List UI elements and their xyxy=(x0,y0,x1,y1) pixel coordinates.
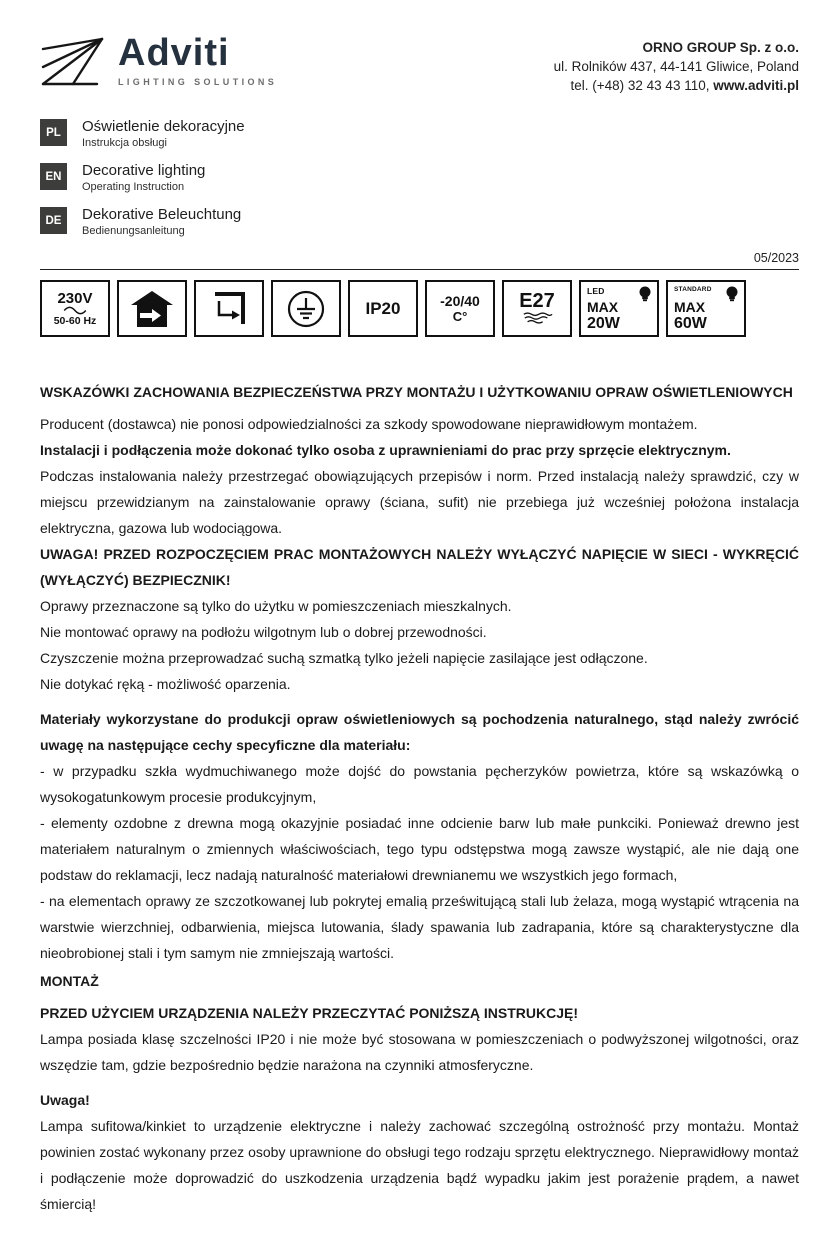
wattage-value: 60W xyxy=(674,315,707,332)
adviti-logo-fan-icon xyxy=(40,35,106,87)
uwaga-heading: Uwaga! xyxy=(40,1092,90,1108)
materials-item: - w przypadku szkła wydmuchiwanego może dojść do powstania pęcherzyków powietrza, które są wskazówką o wysokogatunkowym procesie produkcyjnym, xyxy=(40,763,799,805)
materials-item: - elementy ozdobne z drewna mogą okazyjnie posiadać inne odcienie barw lub małe punkciki. Ponieważ drewno jest materiałem naturalnym o zmiennych właściwościach, tego typu odstępstwa mogą zawsze wystąpić, ale nie dają one podstaw do reklamacji, lecz nadają naturalność materiałowi drewnianemu we wszystkich jego formach, xyxy=(40,815,799,883)
company-website: www.adviti.pl xyxy=(713,78,799,93)
lang-title-en: Decorative lighting xyxy=(82,162,206,179)
lang-title-pl: Oświetlenie dekoracyjne xyxy=(82,118,245,135)
read-instruction-notice: PRZED UŻYCIEM URZĄDZENIA NALEŻY PRZECZYTAĆ PONIŻSZĄ INSTRUKCJĘ! xyxy=(40,1005,578,1021)
safety-section-heading: WSKAZÓWKI ZACHOWANIA BEZPIECZEŃSTWA PRZY MONTAŻU I UŻYTKOWANIU OPRAW OŚWIETLENIOWYCH xyxy=(40,384,793,400)
adviti-logo xyxy=(40,34,277,87)
paragraph: Lampa posiada klasę szczelności IP20 i nie może być stosowana w pomieszczeniach o podwyższonej wilgotności, oraz wszędzie tam, gdzie bezpośrednio będzie narażona na czynniki atmosferyczne. xyxy=(40,1031,799,1073)
lang-badge-en: EN xyxy=(40,163,67,190)
temperature-unit: C° xyxy=(452,309,468,324)
warning-paragraph: UWAGA! PRZED ROZPOCZĘCIEM PRAC MONTAŻOWYCH NALEŻY WYŁĄCZYĆ NAPIĘCIE W SIECI - WYKRĘCIĆ (WYŁĄCZYĆ) BEZPIECZNIK! xyxy=(40,546,799,588)
lang-row-en xyxy=(40,163,799,193)
company-info xyxy=(554,34,799,95)
company-address: ul. Rolników 437, 44-141 Gliwice, Poland xyxy=(553,59,799,74)
screw-thread-icon xyxy=(521,311,553,325)
protective-earth-icon xyxy=(286,289,326,329)
materials-item: - na elementach oprawy ze szczotkowanej lub pokrytej emalią prześwitującą stali lub żelaza, mogą wystąpić wtrącenia na warstwie wierzchniej, odbarwienia, miejsca lutowania, ślady spawania lub zadrapania, które są charakterystyczne dla nieobrobionej stali i tym samym nie zmniejszają wartości. xyxy=(40,893,799,961)
lang-title-de: Dekorative Beleuchtung xyxy=(82,206,242,223)
spec-protection-class xyxy=(271,280,341,337)
paragraph: Nie dotykać ręką - możliwość oparzenia. xyxy=(40,676,291,692)
lang-subtitle-de: Bedienungsanleitung xyxy=(82,225,185,237)
paragraph: Nie montować oprawy na podłożu wilgotnym lub o dobrej przewodności. xyxy=(40,624,487,640)
company-contact xyxy=(554,76,799,95)
lang-row-pl xyxy=(40,119,799,149)
lang-subtitle-pl: Instrukcja obsługi xyxy=(82,137,167,149)
house-indoor-use-icon xyxy=(130,290,174,328)
temperature-range: -20/40 xyxy=(440,293,480,309)
ip-rating-value: IP20 xyxy=(365,298,401,318)
lang-badge-de: DE xyxy=(40,207,67,234)
lamp-type-label: STANDARD xyxy=(674,286,712,293)
lang-row-de xyxy=(40,207,799,237)
language-titles xyxy=(40,119,799,237)
spec-standard-max xyxy=(666,280,746,337)
paragraph: Podczas instalowania należy przestrzegać obowiązujących przepisów i norm. Przed instalacją należy sprawdzić, czy w miejscu przewidzianym na zainstalowanie oprawy (ściana, sufit) nie przebiega już wcześniej położona instalacja elektryczna, gazowa lub wodociągowa. xyxy=(40,468,799,536)
paragraph: Instalacji i podłączenia może dokonać tylko osoba z uprawnieniami do prac przy sprzęcie elektrycznym. xyxy=(40,442,731,458)
paragraph: Oprawy przeznaczone są tylko do użytku w pomieszczeniach mieszkalnych. xyxy=(40,598,512,614)
spec-temperature xyxy=(425,280,495,337)
divider xyxy=(40,269,799,270)
paragraph: Czyszczenie można przeprowadzać suchą szmatką tylko jeżeli napięcie zasilające jest odłączone. xyxy=(40,650,648,666)
spec-wall-mount xyxy=(194,280,264,337)
max-label: MAX xyxy=(587,299,619,315)
voltage-value: 230V xyxy=(57,289,93,307)
materials-intro: Materiały wykorzystane do produkcji opraw oświetleniowych są pochodzenia naturalnego, stąd należy zwrócić uwagę na następujące cechy specyficzne dla materiału: xyxy=(40,711,799,753)
spec-socket xyxy=(502,280,572,337)
voltage-frequency: 50-60 Hz xyxy=(53,314,97,327)
paragraph: Producent (dostawca) nie ponosi odpowiedzialności za szkody spowodowane nieprawidłowym montażem. xyxy=(40,416,698,432)
spec-ip-rating xyxy=(348,280,418,337)
company-name: ORNO GROUP Sp. z o.o. xyxy=(642,40,799,55)
max-label: MAX xyxy=(674,299,706,315)
wattage-value: 20W xyxy=(587,315,620,332)
lang-subtitle-en: Operating Instruction xyxy=(82,181,185,193)
spec-led-max xyxy=(579,280,659,337)
brand-tagline: LIGHTING SOLUTIONS xyxy=(118,77,278,87)
lamp-type-label: LED xyxy=(587,286,605,296)
company-phone: tel. (+48) 32 43 43 110, xyxy=(570,78,714,93)
logo-text xyxy=(118,34,277,87)
paragraph: Lampa sufitowa/kinkiet to urządzenie elektryczne i należy zachować szczególną ostrożność przy montażu. Montaż powinien zostać wykonany przez osoby uprawnione do obsługi tego rodzaju sprzętu elektrycznego. Nieprawidłowy montaż i podłączenie może doprowadzić do uszkodzenia urządzenia bądź wypadku jakim jest porażenie prądem, a nawet śmiercią! xyxy=(40,1118,799,1212)
instructions-text xyxy=(40,379,799,1217)
spec-indoor-use xyxy=(117,280,187,337)
brand-name: Adviti xyxy=(118,32,230,74)
lang-badge-pl: PL xyxy=(40,119,67,146)
sine-wave-icon xyxy=(62,306,88,315)
spec-icon-row xyxy=(40,280,799,337)
spec-voltage xyxy=(40,280,110,337)
montaz-section-heading: MONTAŻ xyxy=(40,973,99,989)
revision-date: 05/2023 xyxy=(753,251,799,265)
socket-type: E27 xyxy=(519,290,555,312)
header xyxy=(40,34,799,95)
wall-mount-arrow-icon xyxy=(209,289,249,329)
